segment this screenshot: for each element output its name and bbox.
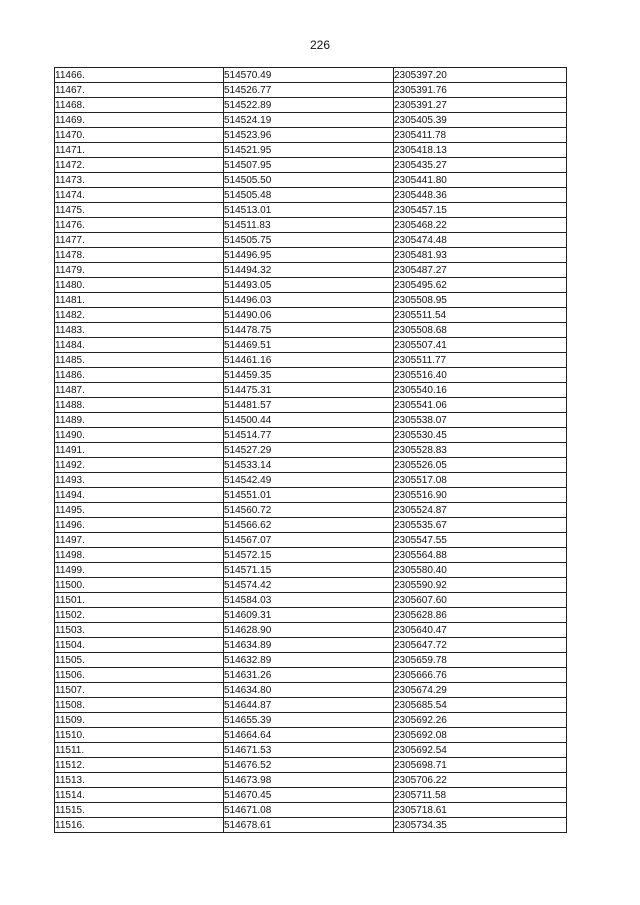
page-number: 226 bbox=[309, 38, 331, 52]
table-row bbox=[55, 143, 567, 158]
y-coordinate-cell: 2305528.83 bbox=[394, 443, 567, 458]
y-coordinate-cell: 2305487.27 bbox=[394, 263, 567, 278]
x-coordinate-cell: 514566.62 bbox=[224, 518, 394, 533]
x-coordinate-cell: 514584.03 bbox=[224, 593, 394, 608]
x-coordinate-cell: 514533.14 bbox=[224, 458, 394, 473]
point-number-cell: 11501. bbox=[55, 593, 224, 608]
y-coordinate-cell: 2305541.06 bbox=[394, 398, 567, 413]
x-coordinate-cell: 514574.42 bbox=[224, 578, 394, 593]
table-row bbox=[55, 623, 567, 638]
y-coordinate-cell: 2305628.86 bbox=[394, 608, 567, 623]
x-coordinate-cell: 514507.95 bbox=[224, 158, 394, 173]
y-coordinate-cell: 2305508.68 bbox=[394, 323, 567, 338]
point-number-cell: 11499. bbox=[55, 563, 224, 578]
x-coordinate-cell: 514664.64 bbox=[224, 728, 394, 743]
table-row bbox=[55, 488, 567, 503]
y-coordinate-cell: 2305511.54 bbox=[394, 308, 567, 323]
table-row bbox=[55, 683, 567, 698]
point-number-cell: 11494. bbox=[55, 488, 224, 503]
y-coordinate-cell: 2305580.40 bbox=[394, 563, 567, 578]
y-coordinate-cell: 2305397.20 bbox=[394, 68, 567, 83]
table-row bbox=[55, 773, 567, 788]
y-coordinate-cell: 2305526.05 bbox=[394, 458, 567, 473]
x-coordinate-cell: 514513.01 bbox=[224, 203, 394, 218]
x-coordinate-cell: 514469.51 bbox=[224, 338, 394, 353]
x-coordinate-cell: 514478.75 bbox=[224, 323, 394, 338]
x-coordinate-cell: 514671.08 bbox=[224, 803, 394, 818]
y-coordinate-cell: 2305405.39 bbox=[394, 113, 567, 128]
y-coordinate-cell: 2305590.92 bbox=[394, 578, 567, 593]
table-row bbox=[55, 323, 567, 338]
x-coordinate-cell: 514631.26 bbox=[224, 668, 394, 683]
table-row bbox=[55, 398, 567, 413]
y-coordinate-cell: 2305418.13 bbox=[394, 143, 567, 158]
table-row bbox=[55, 263, 567, 278]
table-row bbox=[55, 68, 567, 83]
point-number-cell: 11470. bbox=[55, 128, 224, 143]
point-number-cell: 11491. bbox=[55, 443, 224, 458]
table-row bbox=[55, 383, 567, 398]
y-coordinate-cell: 2305692.54 bbox=[394, 743, 567, 758]
point-number-cell: 11472. bbox=[55, 158, 224, 173]
table-row bbox=[55, 518, 567, 533]
point-number-cell: 11489. bbox=[55, 413, 224, 428]
point-number-cell: 11482. bbox=[55, 308, 224, 323]
table-row bbox=[55, 638, 567, 653]
point-number-cell: 11479. bbox=[55, 263, 224, 278]
table-row bbox=[55, 728, 567, 743]
point-number-cell: 11503. bbox=[55, 623, 224, 638]
table-row bbox=[55, 308, 567, 323]
x-coordinate-cell: 514481.57 bbox=[224, 398, 394, 413]
table-row bbox=[55, 563, 567, 578]
y-coordinate-cell: 2305540.16 bbox=[394, 383, 567, 398]
x-coordinate-cell: 514490.06 bbox=[224, 308, 394, 323]
y-coordinate-cell: 2305511.77 bbox=[394, 353, 567, 368]
x-coordinate-cell: 514671.53 bbox=[224, 743, 394, 758]
y-coordinate-cell: 2305495.62 bbox=[394, 278, 567, 293]
coordinates-table bbox=[54, 67, 567, 833]
x-coordinate-cell: 514523.96 bbox=[224, 128, 394, 143]
table-row bbox=[55, 668, 567, 683]
point-number-cell: 11505. bbox=[55, 653, 224, 668]
y-coordinate-cell: 2305508.95 bbox=[394, 293, 567, 308]
point-number-cell: 11508. bbox=[55, 698, 224, 713]
y-coordinate-cell: 2305640.47 bbox=[394, 623, 567, 638]
point-number-cell: 11468. bbox=[55, 98, 224, 113]
point-number-cell: 11486. bbox=[55, 368, 224, 383]
table-row bbox=[55, 83, 567, 98]
point-number-cell: 11497. bbox=[55, 533, 224, 548]
table-row bbox=[55, 548, 567, 563]
x-coordinate-cell: 514567.07 bbox=[224, 533, 394, 548]
x-coordinate-cell: 514644.87 bbox=[224, 698, 394, 713]
table-row bbox=[55, 338, 567, 353]
x-coordinate-cell: 514673.98 bbox=[224, 773, 394, 788]
y-coordinate-cell: 2305516.40 bbox=[394, 368, 567, 383]
point-number-cell: 11488. bbox=[55, 398, 224, 413]
y-coordinate-cell: 2305692.08 bbox=[394, 728, 567, 743]
table-row bbox=[55, 188, 567, 203]
point-number-cell: 11487. bbox=[55, 383, 224, 398]
table-row bbox=[55, 293, 567, 308]
y-coordinate-cell: 2305435.27 bbox=[394, 158, 567, 173]
point-number-cell: 11493. bbox=[55, 473, 224, 488]
point-number-cell: 11484. bbox=[55, 338, 224, 353]
x-coordinate-cell: 514560.72 bbox=[224, 503, 394, 518]
y-coordinate-cell: 2305481.93 bbox=[394, 248, 567, 263]
point-number-cell: 11509. bbox=[55, 713, 224, 728]
table-row bbox=[55, 593, 567, 608]
point-number-cell: 11516. bbox=[55, 818, 224, 833]
x-coordinate-cell: 514655.39 bbox=[224, 713, 394, 728]
x-coordinate-cell: 514571.15 bbox=[224, 563, 394, 578]
table-row bbox=[55, 818, 567, 833]
table-row bbox=[55, 353, 567, 368]
x-coordinate-cell: 514493.05 bbox=[224, 278, 394, 293]
point-number-cell: 11513. bbox=[55, 773, 224, 788]
y-coordinate-cell: 2305674.29 bbox=[394, 683, 567, 698]
y-coordinate-cell: 2305647.72 bbox=[394, 638, 567, 653]
y-coordinate-cell: 2305391.76 bbox=[394, 83, 567, 98]
y-coordinate-cell: 2305474.48 bbox=[394, 233, 567, 248]
point-number-cell: 11490. bbox=[55, 428, 224, 443]
point-number-cell: 11466. bbox=[55, 68, 224, 83]
y-coordinate-cell: 2305607.60 bbox=[394, 593, 567, 608]
point-number-cell: 11485. bbox=[55, 353, 224, 368]
table-row bbox=[55, 458, 567, 473]
table-row bbox=[55, 98, 567, 113]
x-coordinate-cell: 514500.44 bbox=[224, 413, 394, 428]
x-coordinate-cell: 514572.15 bbox=[224, 548, 394, 563]
x-coordinate-cell: 514522.89 bbox=[224, 98, 394, 113]
y-coordinate-cell: 2305441.80 bbox=[394, 173, 567, 188]
table-row bbox=[55, 248, 567, 263]
x-coordinate-cell: 514678.61 bbox=[224, 818, 394, 833]
table-row bbox=[55, 233, 567, 248]
y-coordinate-cell: 2305535.67 bbox=[394, 518, 567, 533]
x-coordinate-cell: 514670.45 bbox=[224, 788, 394, 803]
point-number-cell: 11507. bbox=[55, 683, 224, 698]
x-coordinate-cell: 514505.75 bbox=[224, 233, 394, 248]
table-row bbox=[55, 698, 567, 713]
x-coordinate-cell: 514521.95 bbox=[224, 143, 394, 158]
x-coordinate-cell: 514527.29 bbox=[224, 443, 394, 458]
table-row bbox=[55, 173, 567, 188]
y-coordinate-cell: 2305706.22 bbox=[394, 773, 567, 788]
y-coordinate-cell: 2305468.22 bbox=[394, 218, 567, 233]
point-number-cell: 11481. bbox=[55, 293, 224, 308]
point-number-cell: 11467. bbox=[55, 83, 224, 98]
y-coordinate-cell: 2305448.36 bbox=[394, 188, 567, 203]
x-coordinate-cell: 514676.52 bbox=[224, 758, 394, 773]
x-coordinate-cell: 514634.80 bbox=[224, 683, 394, 698]
x-coordinate-cell: 514551.01 bbox=[224, 488, 394, 503]
y-coordinate-cell: 2305516.90 bbox=[394, 488, 567, 503]
y-coordinate-cell: 2305698.71 bbox=[394, 758, 567, 773]
y-coordinate-cell: 2305411.78 bbox=[394, 128, 567, 143]
x-coordinate-cell: 514632.89 bbox=[224, 653, 394, 668]
table-row bbox=[55, 533, 567, 548]
point-number-cell: 11500. bbox=[55, 578, 224, 593]
x-coordinate-cell: 514475.31 bbox=[224, 383, 394, 398]
table-row bbox=[55, 578, 567, 593]
point-number-cell: 11474. bbox=[55, 188, 224, 203]
x-coordinate-cell: 514542.49 bbox=[224, 473, 394, 488]
y-coordinate-cell: 2305659.78 bbox=[394, 653, 567, 668]
x-coordinate-cell: 514496.03 bbox=[224, 293, 394, 308]
point-number-cell: 11492. bbox=[55, 458, 224, 473]
table-row bbox=[55, 758, 567, 773]
point-number-cell: 11510. bbox=[55, 728, 224, 743]
table-row bbox=[55, 128, 567, 143]
x-coordinate-cell: 514459.35 bbox=[224, 368, 394, 383]
y-coordinate-cell: 2305685.54 bbox=[394, 698, 567, 713]
table-row bbox=[55, 278, 567, 293]
point-number-cell: 11512. bbox=[55, 758, 224, 773]
x-coordinate-cell: 514526.77 bbox=[224, 83, 394, 98]
table-row bbox=[55, 473, 567, 488]
y-coordinate-cell: 2305524.87 bbox=[394, 503, 567, 518]
y-coordinate-cell: 2305711.58 bbox=[394, 788, 567, 803]
y-coordinate-cell: 2305517.08 bbox=[394, 473, 567, 488]
table-row bbox=[55, 368, 567, 383]
point-number-cell: 11514. bbox=[55, 788, 224, 803]
point-number-cell: 11483. bbox=[55, 323, 224, 338]
table-row bbox=[55, 608, 567, 623]
x-coordinate-cell: 514609.31 bbox=[224, 608, 394, 623]
table-row bbox=[55, 203, 567, 218]
point-number-cell: 11504. bbox=[55, 638, 224, 653]
x-coordinate-cell: 514505.48 bbox=[224, 188, 394, 203]
point-number-cell: 11506. bbox=[55, 668, 224, 683]
x-coordinate-cell: 514634.89 bbox=[224, 638, 394, 653]
y-coordinate-cell: 2305530.45 bbox=[394, 428, 567, 443]
point-number-cell: 11477. bbox=[55, 233, 224, 248]
table-row bbox=[55, 428, 567, 443]
point-number-cell: 11469. bbox=[55, 113, 224, 128]
table-row bbox=[55, 113, 567, 128]
table-row bbox=[55, 788, 567, 803]
point-number-cell: 11496. bbox=[55, 518, 224, 533]
point-number-cell: 11498. bbox=[55, 548, 224, 563]
y-coordinate-cell: 2305547.55 bbox=[394, 533, 567, 548]
point-number-cell: 11502. bbox=[55, 608, 224, 623]
y-coordinate-cell: 2305391.27 bbox=[394, 98, 567, 113]
point-number-cell: 11495. bbox=[55, 503, 224, 518]
table-row bbox=[55, 413, 567, 428]
coordinates-table-body bbox=[55, 68, 567, 833]
point-number-cell: 11478. bbox=[55, 248, 224, 263]
point-number-cell: 11473. bbox=[55, 173, 224, 188]
y-coordinate-cell: 2305692.26 bbox=[394, 713, 567, 728]
x-coordinate-cell: 514570.49 bbox=[224, 68, 394, 83]
table-row bbox=[55, 713, 567, 728]
x-coordinate-cell: 514511.83 bbox=[224, 218, 394, 233]
x-coordinate-cell: 514514.77 bbox=[224, 428, 394, 443]
y-coordinate-cell: 2305538.07 bbox=[394, 413, 567, 428]
x-coordinate-cell: 514494.32 bbox=[224, 263, 394, 278]
y-coordinate-cell: 2305734.35 bbox=[394, 818, 567, 833]
table-row bbox=[55, 503, 567, 518]
x-coordinate-cell: 514496.95 bbox=[224, 248, 394, 263]
table-row bbox=[55, 653, 567, 668]
table-row bbox=[55, 158, 567, 173]
table-row bbox=[55, 743, 567, 758]
point-number-cell: 11480. bbox=[55, 278, 224, 293]
point-number-cell: 11511. bbox=[55, 743, 224, 758]
point-number-cell: 11475. bbox=[55, 203, 224, 218]
table-row bbox=[55, 803, 567, 818]
y-coordinate-cell: 2305666.76 bbox=[394, 668, 567, 683]
x-coordinate-cell: 514524.19 bbox=[224, 113, 394, 128]
table-row bbox=[55, 443, 567, 458]
table-row bbox=[55, 218, 567, 233]
x-coordinate-cell: 514628.90 bbox=[224, 623, 394, 638]
y-coordinate-cell: 2305718.61 bbox=[394, 803, 567, 818]
y-coordinate-cell: 2305457.15 bbox=[394, 203, 567, 218]
y-coordinate-cell: 2305564.88 bbox=[394, 548, 567, 563]
point-number-cell: 11515. bbox=[55, 803, 224, 818]
point-number-cell: 11471. bbox=[55, 143, 224, 158]
point-number-cell: 11476. bbox=[55, 218, 224, 233]
y-coordinate-cell: 2305507.41 bbox=[394, 338, 567, 353]
x-coordinate-cell: 514461.16 bbox=[224, 353, 394, 368]
x-coordinate-cell: 514505.50 bbox=[224, 173, 394, 188]
